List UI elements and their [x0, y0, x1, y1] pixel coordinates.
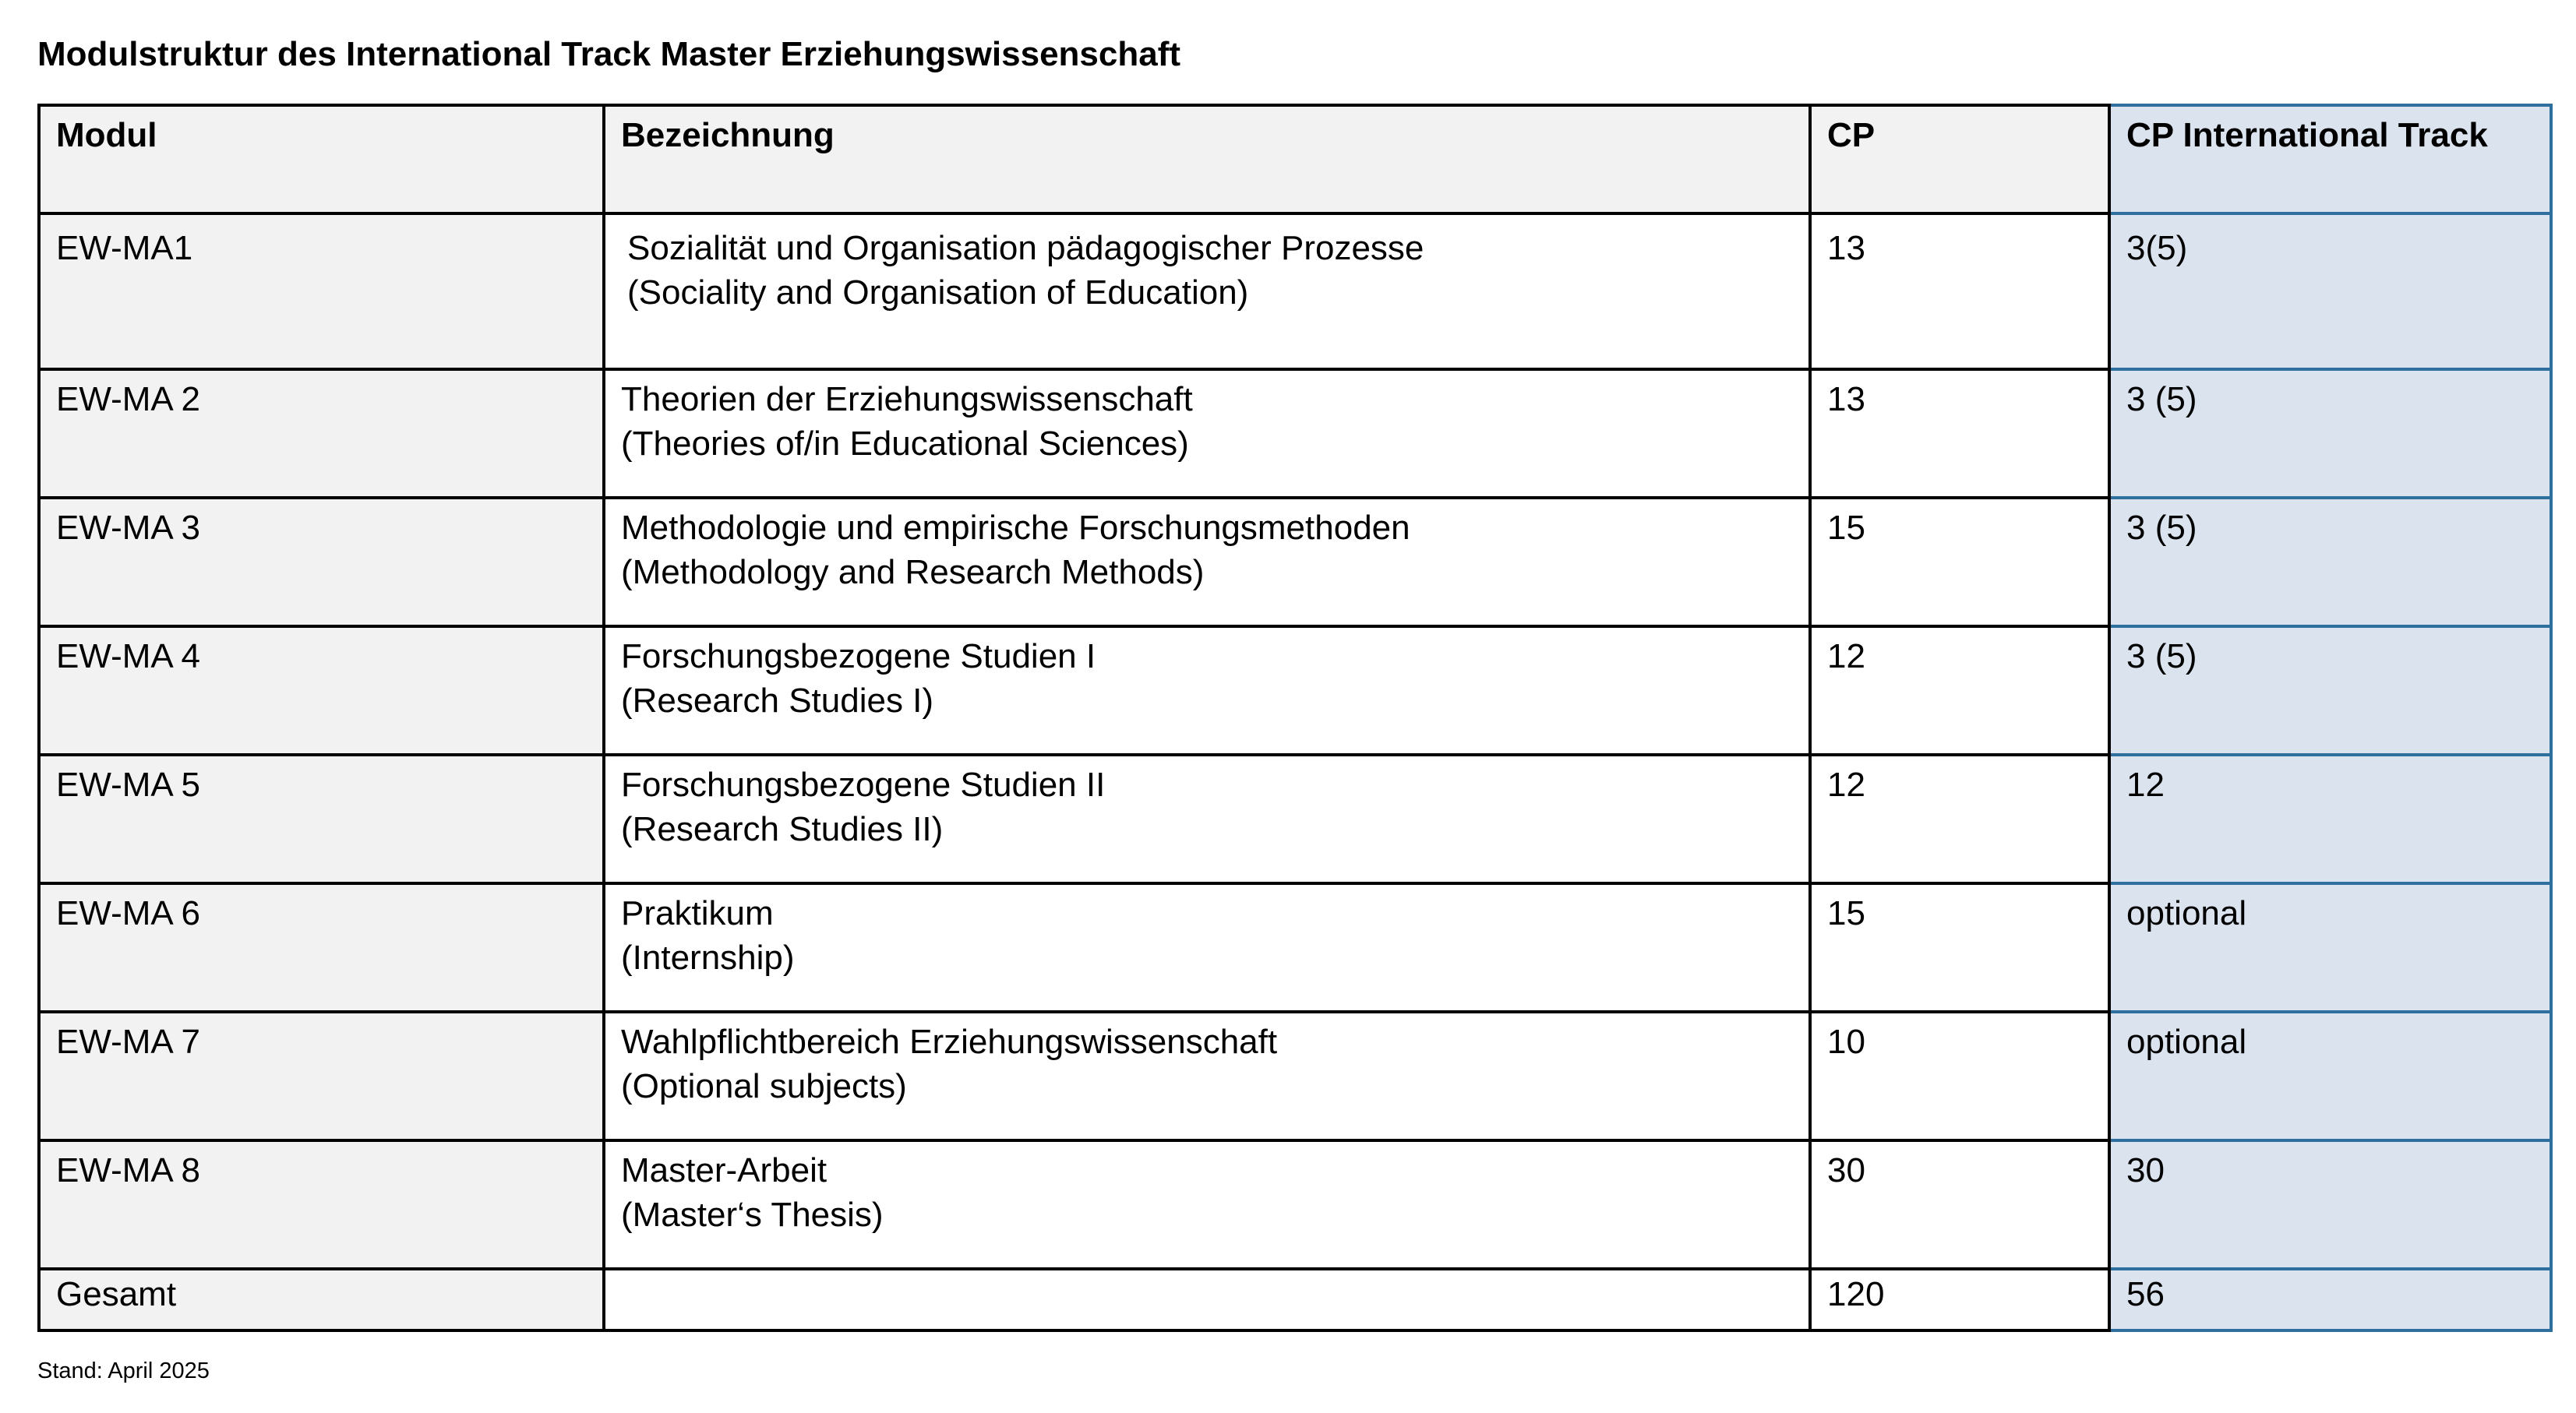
cell-cp-international: 3 (5): [2109, 626, 2551, 755]
cell-bezeichnung: [604, 626, 1810, 755]
cell-total-label: Gesamt: [39, 1269, 604, 1330]
table-row: [39, 498, 2551, 626]
bezeichnung-english: (Master‘s Thesis): [621, 1196, 884, 1234]
header-cp-international: CP International Track: [2109, 105, 2551, 213]
table-row: [39, 755, 2551, 883]
table-row: [39, 1012, 2551, 1140]
bezeichnung-german: Forschungsbezogene Studien II: [621, 766, 1106, 804]
table-row: [39, 213, 2551, 369]
cell-cp-international: 3(5): [2109, 213, 2551, 369]
cell-bezeichnung: [604, 1012, 1810, 1140]
cell-cp: 12: [1810, 626, 2109, 755]
bezeichnung-english: (Research Studies I): [621, 682, 934, 720]
cell-cp: 30: [1810, 1140, 2109, 1269]
cell-modul: EW-MA 4: [39, 626, 604, 755]
cell-cp: 15: [1810, 498, 2109, 626]
bezeichnung-german: Sozialität und Organisation pädagogischer Prozesse: [627, 229, 1424, 267]
cell-cp: 13: [1810, 369, 2109, 498]
cell-bezeichnung: [604, 498, 1810, 626]
module-structure-table: [37, 104, 2553, 1332]
cell-bezeichnung: [604, 755, 1810, 883]
bezeichnung-english: (Optional subjects): [621, 1067, 907, 1105]
bezeichnung-german: Theorien der Erziehungswissenschaft: [621, 380, 1193, 418]
header-bezeichnung: Bezeichnung: [604, 105, 1810, 213]
bezeichnung-english: (Theories of/in Educational Sciences): [621, 425, 1189, 463]
cell-bezeichnung: [604, 369, 1810, 498]
cell-cp-international: optional: [2109, 1012, 2551, 1140]
cell-cp: 10: [1810, 1012, 2109, 1140]
cell-cp-international: optional: [2109, 883, 2551, 1012]
cell-modul: EW-MA 8: [39, 1140, 604, 1269]
header-modul: Modul: [39, 105, 604, 213]
document-title: Modulstruktur des International Track Master Erziehungswissenschaft: [37, 35, 1181, 73]
table-row: [39, 1140, 2551, 1269]
cell-total-bezeichnung: [604, 1269, 1810, 1330]
table-row: [39, 883, 2551, 1012]
footer-date: Stand: April 2025: [37, 1358, 210, 1383]
cell-modul: EW-MA 7: [39, 1012, 604, 1140]
bezeichnung-german: Wahlpflichtbereich Erziehungswissenschaft: [621, 1023, 1278, 1061]
cell-cp-international: 3 (5): [2109, 369, 2551, 498]
header-cp: CP: [1810, 105, 2109, 213]
table-row: [39, 626, 2551, 755]
cell-bezeichnung: [604, 883, 1810, 1012]
cell-bezeichnung: [604, 213, 1810, 369]
cell-cp: 12: [1810, 755, 2109, 883]
bezeichnung-german: Forschungsbezogene Studien I: [621, 637, 1096, 675]
bezeichnung-german: Praktikum: [621, 894, 774, 932]
cell-cp-international: 3 (5): [2109, 498, 2551, 626]
bezeichnung-german: Methodologie und empirische Forschungsmethoden: [621, 509, 1410, 547]
bezeichnung-german: Master-Arbeit: [621, 1151, 827, 1189]
cell-cp: 13: [1810, 213, 2109, 369]
bezeichnung-english: (Research Studies II): [621, 810, 944, 848]
cell-cp-international: 30: [2109, 1140, 2551, 1269]
cell-modul: EW-MA 2: [39, 369, 604, 498]
cell-modul: EW-MA 5: [39, 755, 604, 883]
bezeichnung-english: (Internship): [621, 939, 795, 977]
cell-cp: 15: [1810, 883, 2109, 1012]
cell-modul: EW-MA 6: [39, 883, 604, 1012]
cell-modul: EW-MA1: [39, 213, 604, 369]
cell-modul: EW-MA 3: [39, 498, 604, 626]
table-header-row: [39, 105, 2551, 213]
table-total-row: [39, 1269, 2551, 1330]
bezeichnung-english: (Methodology and Research Methods): [621, 553, 1205, 591]
table-row: [39, 369, 2551, 498]
cell-total-cp-international: 56: [2109, 1269, 2551, 1330]
bezeichnung-english: (Sociality and Organisation of Education): [627, 273, 1249, 312]
cell-cp-international: 12: [2109, 755, 2551, 883]
cell-bezeichnung: [604, 1140, 1810, 1269]
cell-total-cp: 120: [1810, 1269, 2109, 1330]
